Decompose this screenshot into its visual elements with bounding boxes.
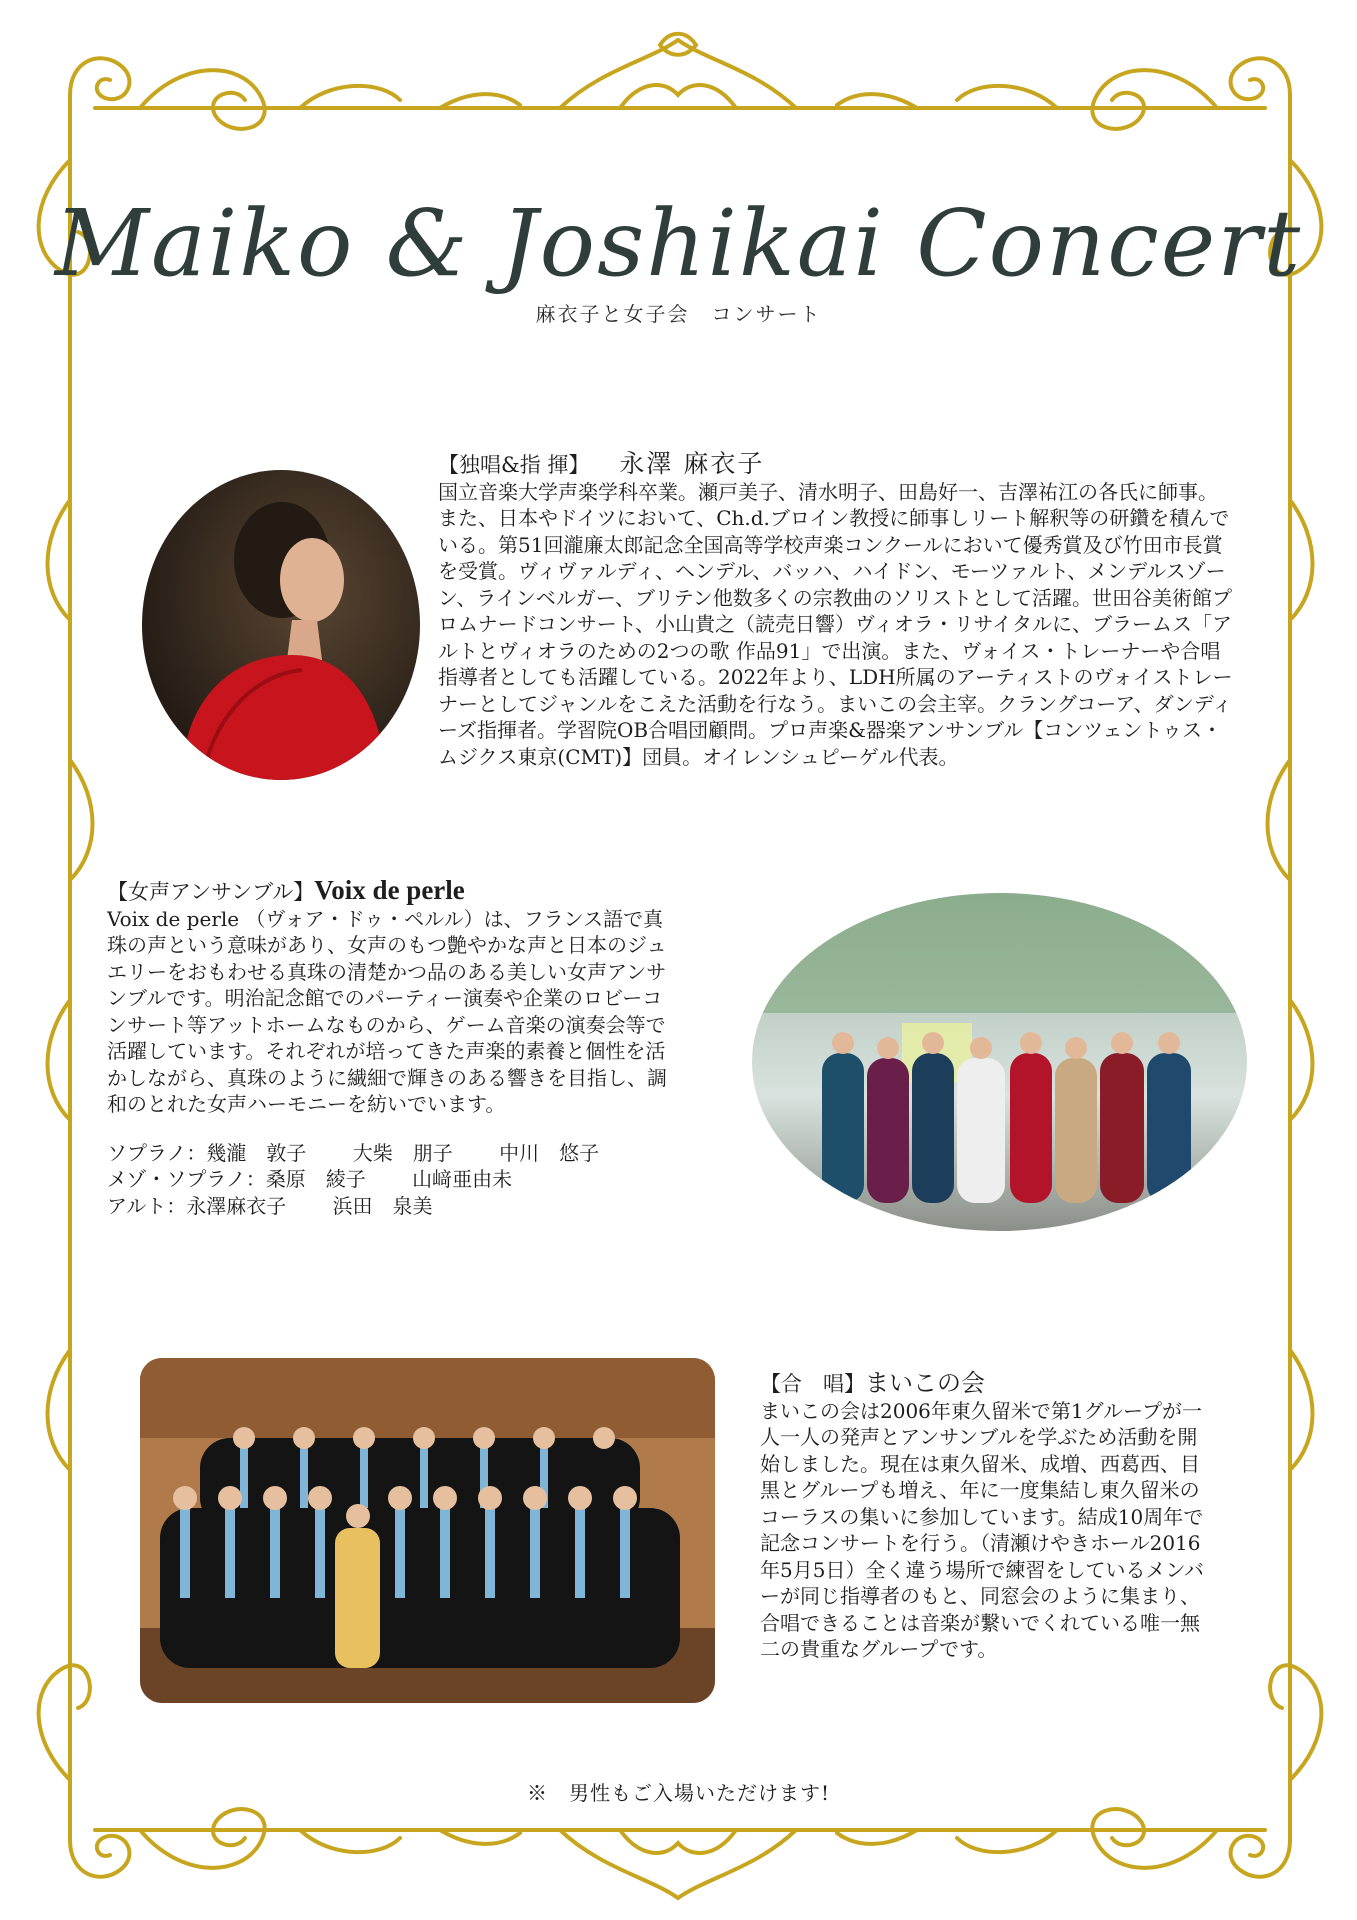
ensemble-section — [107, 877, 682, 1219]
choir-photo — [140, 1358, 715, 1703]
soloist-photo — [142, 470, 420, 780]
ensemble-member-list — [107, 1140, 682, 1220]
choir-description: まいこの会は2006年東久留米で第1グループが一人一人の発声とアンサンブルを学ぶため活動を開始しました。現在は東久留米、成増、西葛西、目黒とグループも増え、年に一度集結し東久留米のコーラスの集いに参加しています。結成10周年で記念コンサートを行う。（清瀬けやきホール2016年5月5日）全く違う場所で練習をしているメンバーが同じ指導者のもと、同窓会のように集まり、合唱できることは音楽が繋いでくれている唯一無二の貴重なグループです。 — [760, 1398, 1205, 1661]
soloist-bio: 国立音楽大学声楽学科卒業。瀬戸美子、清水明子、田島好一、吉澤祐江の各氏に師事。また、日本やドイツにおいて、Ch.d.ブロイン教授に師事しリート解釈等の研鑽を積んでいる。第51回瀧廉太郎記念全国高等学校声楽コンクールにおいて優秀賞及び竹田市長賞を受賞。ヴィヴァルディ、ヘンデル、バッハ、ハイドン、モーツァルト、メンデルスゾーン、ラインベルガー、ブリテン他数多くの宗教曲のソリストとして活躍。世田谷美術館プロムナードコンサート、小山貴之（読売日響）ヴィオラ・リサイタルに、ブラームス「アルトとヴィオラのための2つの歌 作品91」で出演。また、ヴォイス・トレーナーや合唱指導者としても活躍している。2022年より、LDH所属のアーティストのヴォイストレーナーとしてジャンルをこえた活動を行なう。まいこの会主宰。クラングコーア、ダンディーズ指揮者。学習院OB合唱団顧問。プロ声楽&器楽アンサンブル【コンツェントゥス・ムジクス東京(CMT)】団員。オイレンシュピーゲル代表。 — [438, 479, 1233, 769]
soloist-role-label: 【独唱&指 揮】 — [438, 453, 590, 477]
soloist-name: 永澤 麻衣子 — [619, 449, 765, 478]
ensemble-name: Voix de perle — [314, 875, 465, 905]
ensemble-member-line: ソプラノ：幾瀧 敦子 大柴 朋子 中川 悠子 — [107, 1140, 600, 1165]
concert-subtitle: 麻衣子と女子会 コンサート — [535, 302, 822, 326]
concert-title: Maiko & Joshikai Concert — [54, 190, 1303, 297]
footer-note: ※ 男性もご入場いただけます! — [526, 1781, 831, 1805]
ensemble-description: Voix de perle （ヴォア・ドゥ・ペルル）は、フランス語で真珠の声という意味があり、女声のもつ艶やかな声と日本のジュエリーをおもわせる真珠の清楚かつ品のある美しい女声アンサンブルです。明治記念館でのパーティー演奏や企業のロビーコンサート等アットホームなものから、ゲーム音楽の演奏会等で活躍しています。それぞれが培ってきた声楽的素養と個性を活かしながら、真珠のように繊細で輝きのある響きを目指し、調和のとれた女声ハーモニーを紡いでいます。 — [107, 906, 667, 1116]
ensemble-role-label: 【女声アンサンブル】 — [107, 880, 315, 904]
choir-name: まいこの会 — [865, 1369, 985, 1397]
choir-role-label: 【合 唱】 — [760, 1372, 865, 1396]
soloist-section — [438, 451, 1234, 770]
ensemble-photo — [752, 893, 1247, 1231]
ensemble-member-line: メゾ・ソプラノ：桑原 綾子 山﨑亜由未 — [107, 1167, 513, 1191]
choir-section — [760, 1370, 1208, 1663]
ensemble-member-line: アルト：永澤麻衣子 浜田 泉美 — [107, 1193, 433, 1218]
